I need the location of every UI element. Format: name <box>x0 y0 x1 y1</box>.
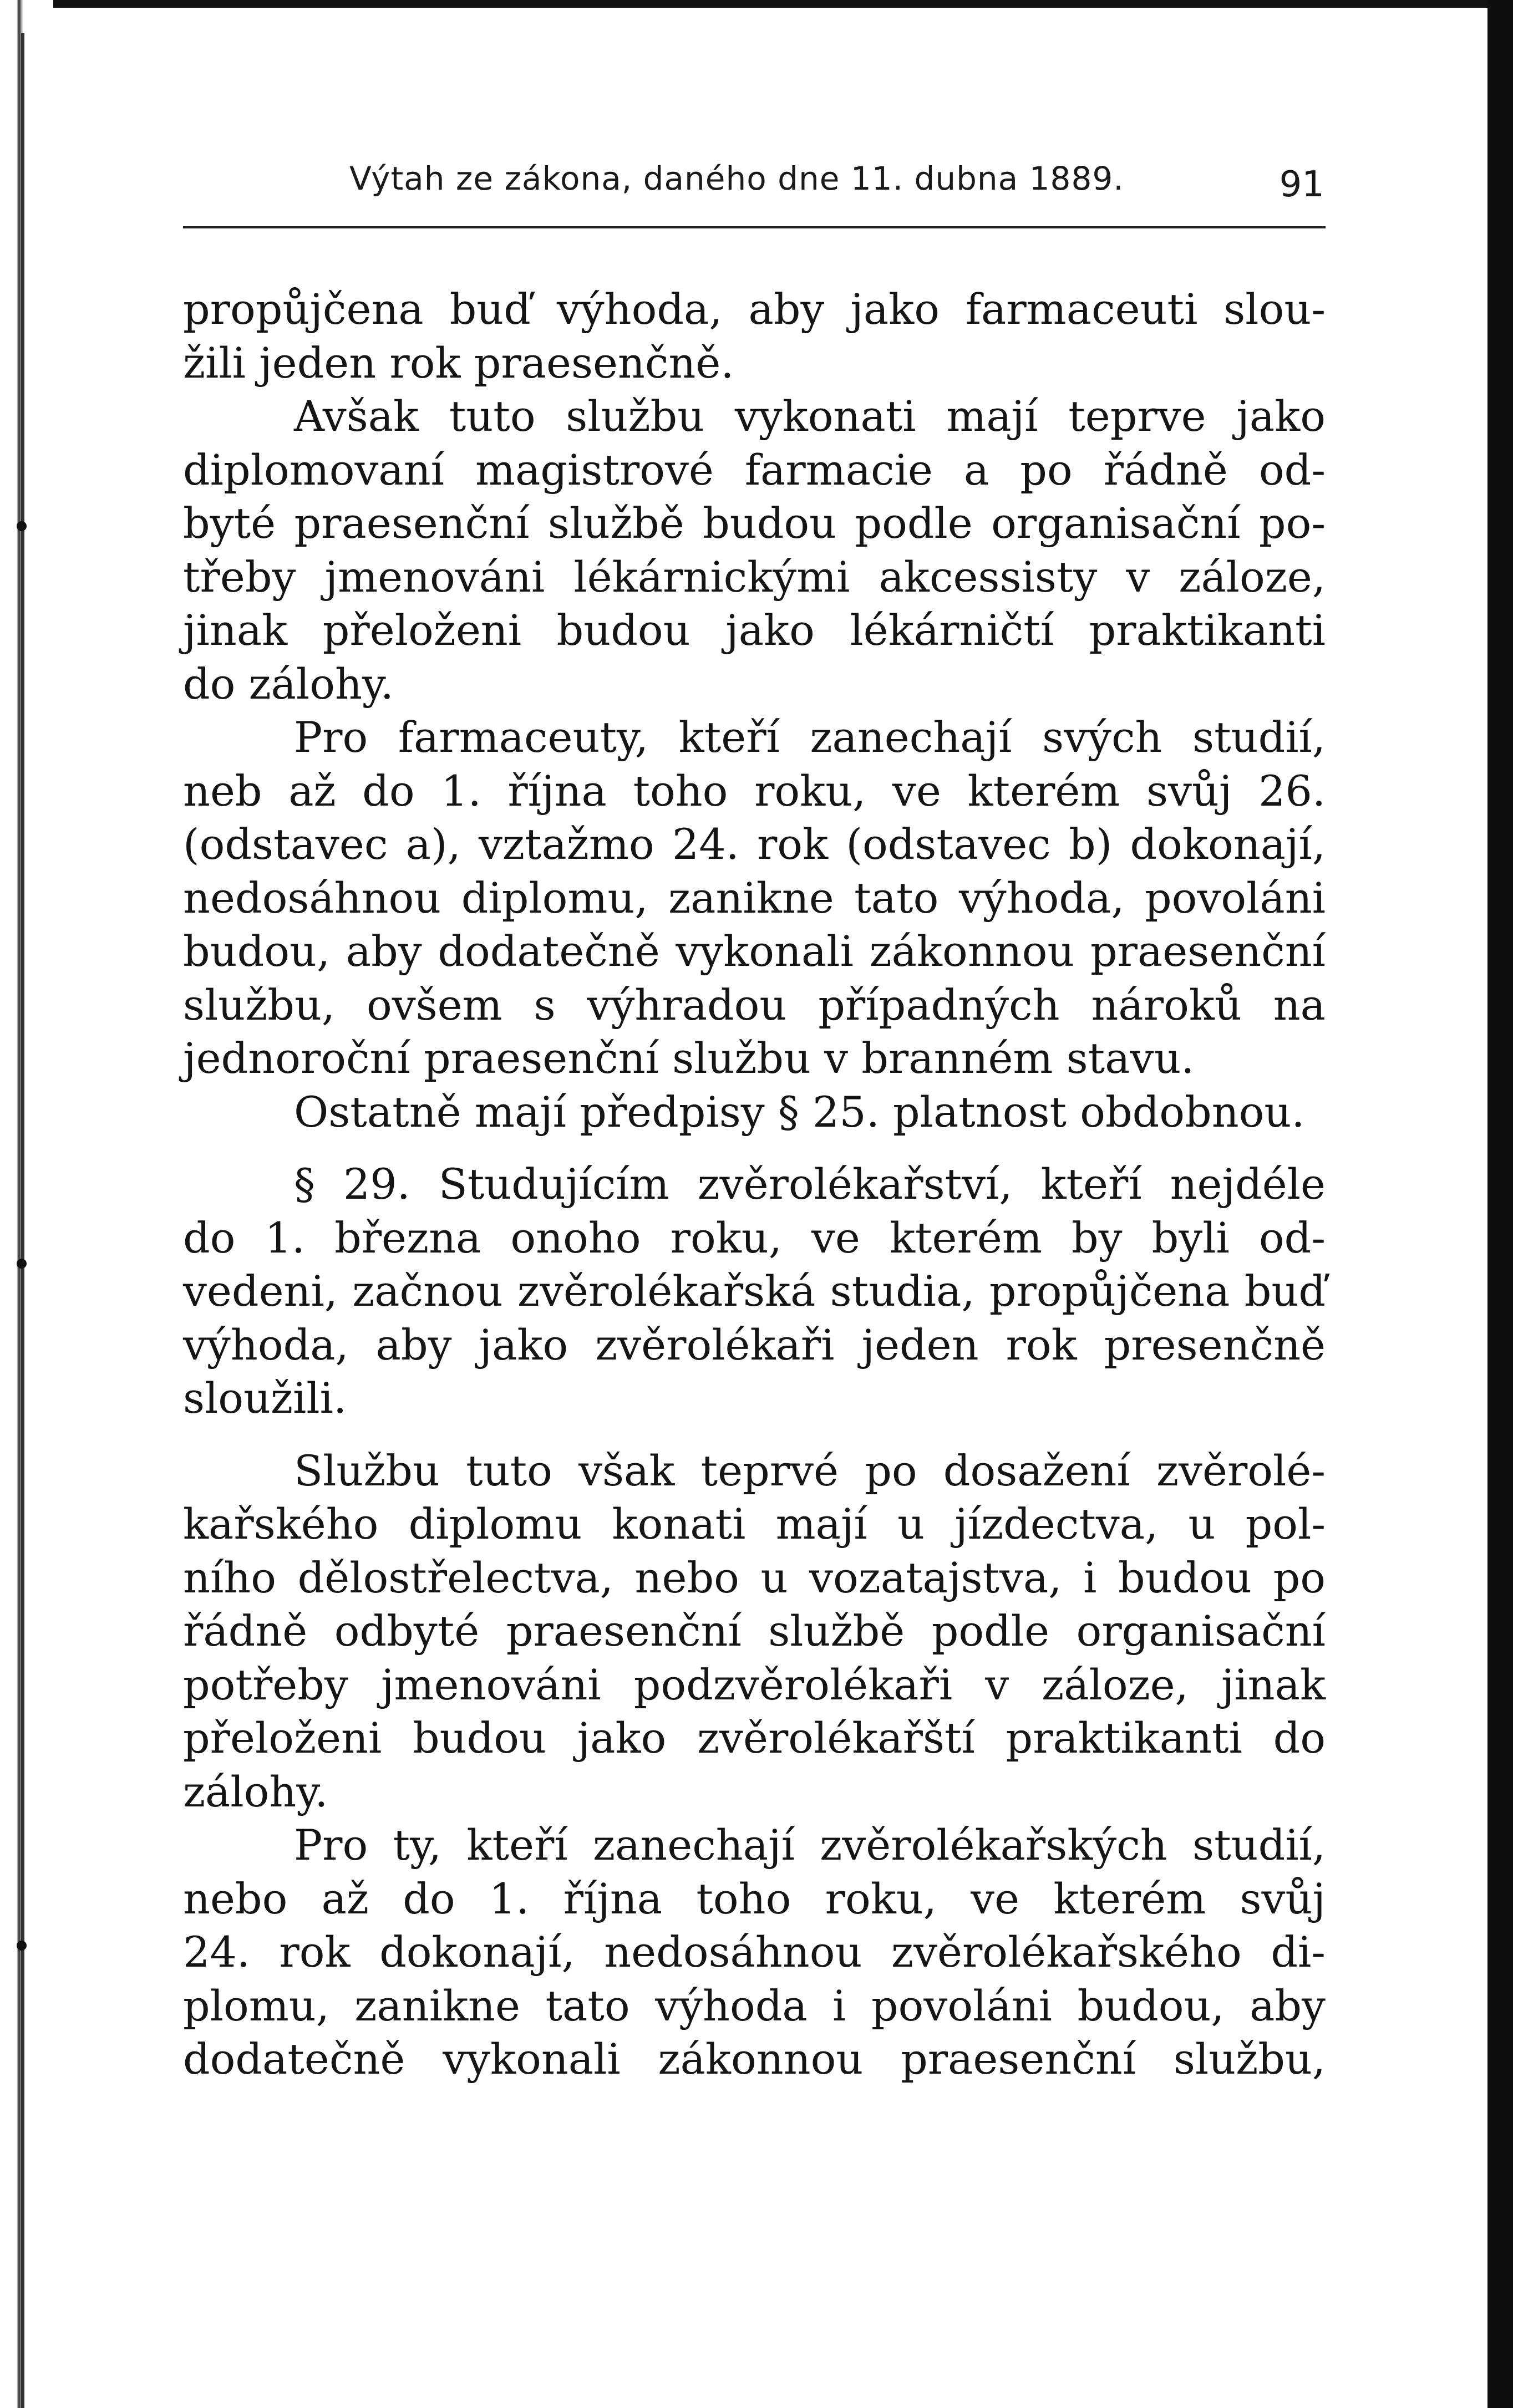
page-body <box>183 283 1326 2086</box>
text-line: dodatečně vykonali zákonnou praesenční službu, <box>183 2034 1326 2084</box>
scan-left-binding-line <box>21 33 24 2408</box>
scan-mark <box>17 521 27 531</box>
text-line: potřeby jmenováni podzvěrolékaři v záloze, jinak <box>183 1659 1326 1709</box>
text-line: ního dělostřelectva, nebo u vozatajstva, i budou po <box>183 1552 1326 1602</box>
text-line: plomu, zanikne tato výhoda i povoláni budou, aby <box>183 1981 1326 2030</box>
scan-top-edge <box>0 0 1513 8</box>
page-number: 91 <box>1279 164 1324 205</box>
text-line: jednoroční praesenční službu v branném stavu. <box>183 1034 1195 1083</box>
text-line: přeloženi budou jako zvěrolékařští praktikanti do <box>183 1713 1326 1763</box>
text-line: propůjčena buď výhoda, aby jako farmaceuti slou- <box>183 284 1326 334</box>
header-rule <box>183 226 1326 228</box>
text-line: neb až do 1. října toho roku, ve kterém svůj 26. <box>183 766 1326 816</box>
text-line: Službu tuto však teprvé po dosažení zvěrolé- <box>294 1445 1326 1495</box>
text-line: do zálohy. <box>183 659 394 709</box>
text-line: žili jeden rok praesenčně. <box>183 338 734 388</box>
text-line: službu, ovšem s výhradou případných nároků na <box>183 980 1326 1030</box>
text-line: řádně odbyté praesenční službě podle organisační <box>183 1606 1326 1656</box>
text-line: Avšak tuto službu vykonati mají teprve jako <box>294 391 1326 441</box>
text-line: zálohy. <box>183 1766 328 1816</box>
text-line: diplomovaní magistrové farmacie a po řádně od- <box>183 445 1326 495</box>
text-line: jinak přeloženi budou jako lékárničtí praktikanti <box>183 605 1326 655</box>
section-heading-line: § 29. Studujícím zvěrolékařství, kteří nejdéle <box>294 1159 1326 1209</box>
text-line: do 1. března onoho roku, ve kterém by byli od- <box>183 1213 1326 1262</box>
scan-right-edge <box>1487 0 1513 2408</box>
scan-mark <box>17 1941 27 1951</box>
text-line: Pro farmaceuty, kteří zanechají svých studií, <box>294 712 1326 762</box>
text-line: kařského diplomu konati mají u jízdectva, u pol- <box>183 1499 1326 1549</box>
text-line: třeby jmenováni lékárnickými akcessisty v záloze, <box>183 552 1326 602</box>
text-line: nebo až do 1. října toho roku, ve kterém svůj <box>183 1874 1326 1923</box>
text-line: sloužili. <box>183 1373 347 1423</box>
text-line: (odstavec a), vztažmo 24. rok (odstavec b) dokonají, <box>183 819 1326 869</box>
scan-left-edge <box>0 0 53 2408</box>
text-line: 24. rok dokonají, nedosáhnou zvěrolékařského di- <box>183 1927 1326 1977</box>
text-line: výhoda, aby jako zvěrolékaři jeden rok presenčně <box>183 1320 1326 1370</box>
text-line: nedosáhnou diplomu, zanikne tato výhoda, povoláni <box>183 873 1326 923</box>
text-line: Pro ty, kteří zanechají zvěrolékařských studií, <box>294 1820 1326 1870</box>
text-line: vedeni, začnou zvěrolékařská studia, propůjčena buď <box>183 1266 1326 1316</box>
running-title: Výtah ze zákona, daného dne 11. dubna 1889. <box>349 160 1124 197</box>
text-line: budou, aby dodatečně vykonali zákonnou praesenční <box>183 926 1326 976</box>
scan-mark <box>17 1259 27 1269</box>
text-line: Ostatně mají předpisy § 25. platnost obdobnou. <box>294 1087 1305 1137</box>
text-line: byté praesenční službě budou podle organisační po- <box>183 498 1326 548</box>
